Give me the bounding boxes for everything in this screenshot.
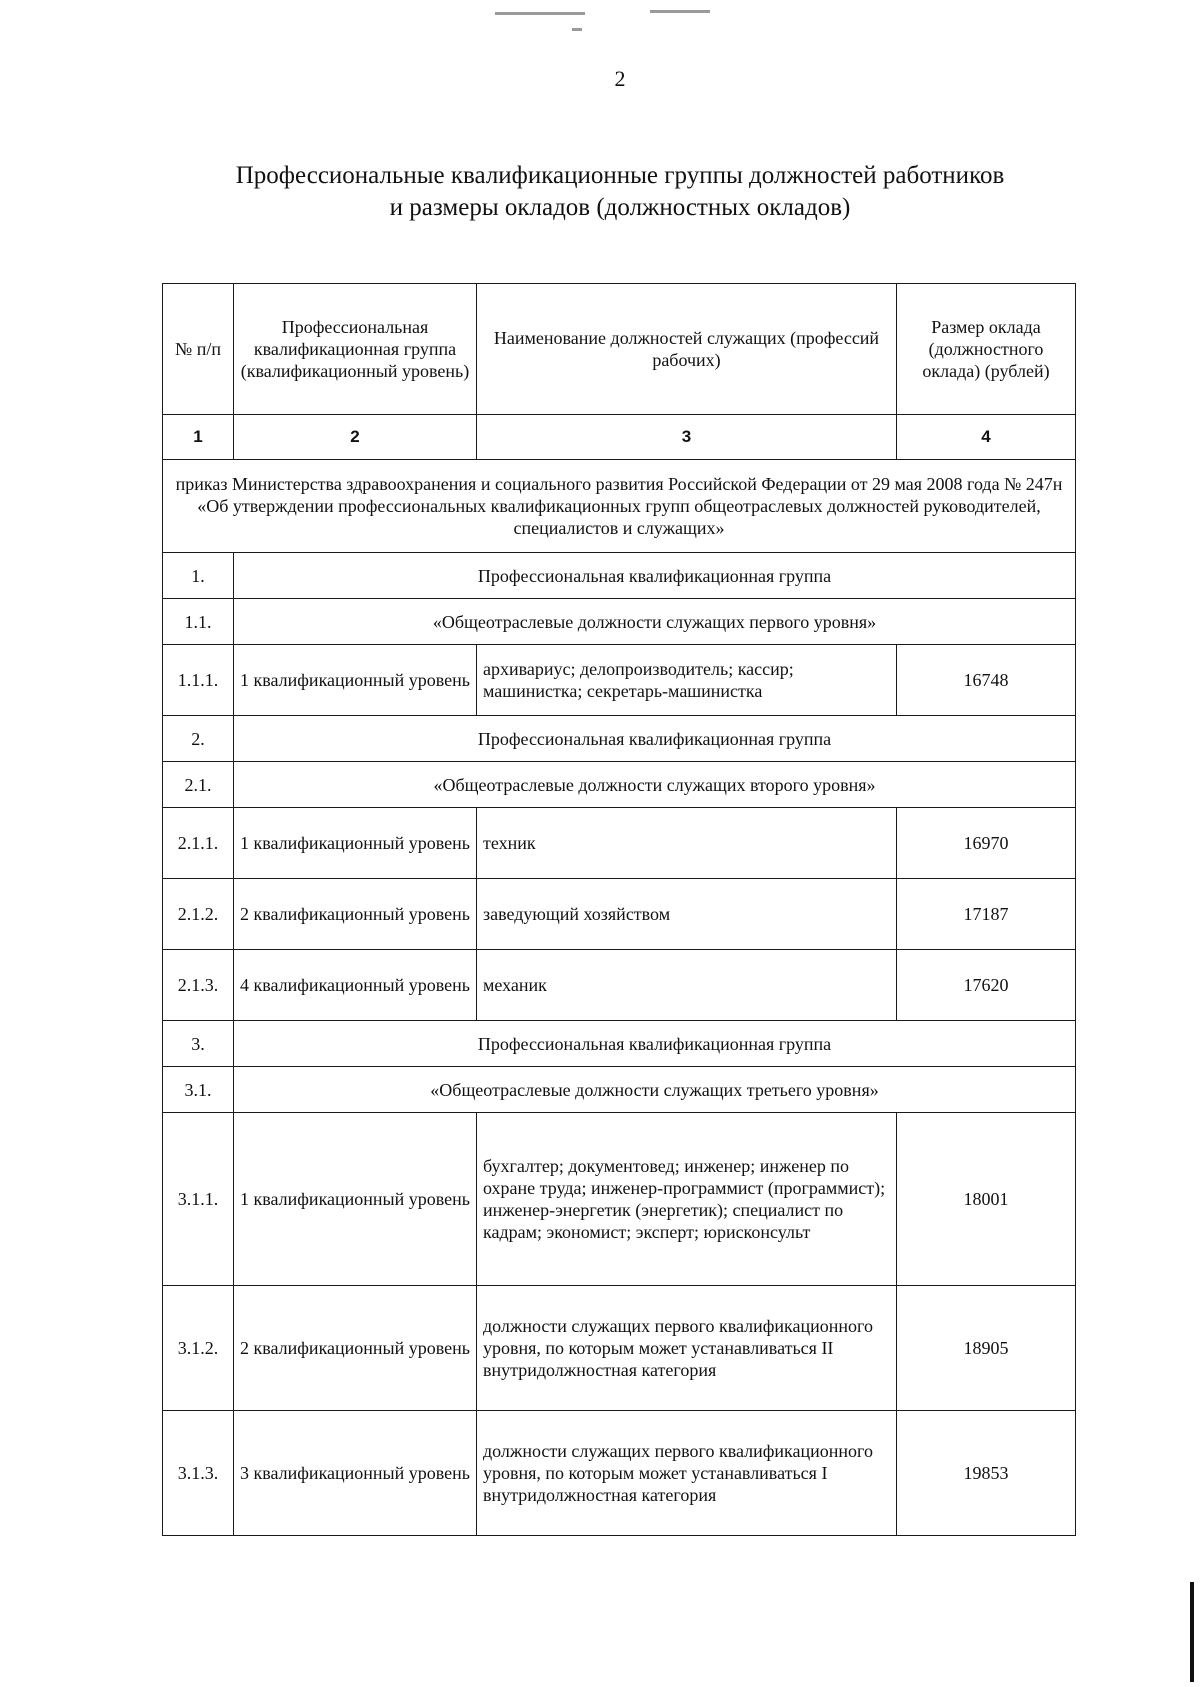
scan-artifact bbox=[495, 12, 585, 15]
order-reference: приказ Министерства здравоохранения и социального развития Российской Федерации от 29 мая 2008 года № 247н «Об утверждении профессиональных квалификационных групп общеотраслевых должностей руководителей, специалистов и служащих» bbox=[163, 460, 1076, 553]
table-row bbox=[163, 1286, 1076, 1411]
row-number: 2.1.3. bbox=[163, 950, 234, 1021]
qualification-level: 2 квалификационный уровень bbox=[234, 1286, 477, 1411]
positions-cell: механик bbox=[477, 950, 897, 1021]
header-row bbox=[163, 284, 1076, 415]
table-row bbox=[163, 879, 1076, 950]
qualification-level: 1 квалификационный уровень bbox=[234, 645, 477, 716]
positions-cell: техник bbox=[477, 808, 897, 879]
qualification-level: 1 квалификационный уровень bbox=[234, 1113, 477, 1286]
header-number: № п/п bbox=[163, 284, 234, 415]
row-number: 1.1. bbox=[163, 599, 234, 645]
qualification-level: 1 квалификационный уровень bbox=[234, 808, 477, 879]
row-number: 3.1. bbox=[163, 1067, 234, 1113]
salary-cell: 18905 bbox=[897, 1286, 1076, 1411]
salary-cell: 18001 bbox=[897, 1113, 1076, 1286]
table-row bbox=[163, 645, 1076, 716]
column-number: 1 bbox=[163, 415, 234, 460]
row-number: 3.1.3. bbox=[163, 1411, 234, 1536]
page-number: 2 bbox=[614, 66, 626, 91]
title-line-2: и размеры окладов (должностных окладов) bbox=[389, 194, 851, 221]
header-salary: Размер оклада (должностного оклада) (рублей) bbox=[897, 284, 1076, 415]
positions-cell: должности служащих первого квалификационного уровня, по которым может устанавливаться I внутридолжностная категория bbox=[477, 1411, 897, 1536]
column-number: 4 bbox=[897, 415, 1076, 460]
table-row bbox=[163, 950, 1076, 1021]
scan-artifact bbox=[650, 10, 710, 13]
group-subtitle: «Общеотраслевые должности служащих третьего уровня» bbox=[234, 1067, 1076, 1113]
salary-cell: 19853 bbox=[897, 1411, 1076, 1536]
column-number-row bbox=[163, 415, 1076, 460]
group-subtitle: «Общеотраслевые должности служащих первого уровня» bbox=[234, 599, 1076, 645]
salary-cell: 16970 bbox=[897, 808, 1076, 879]
table-row bbox=[163, 553, 1076, 599]
column-number: 2 bbox=[234, 415, 477, 460]
group-title: Профессиональная квалификационная группа bbox=[234, 553, 1076, 599]
positions-cell: бухгалтер; документовед; инженер; инженер по охране труда; инженер-программист (программист); инженер-энергетик (энергетик); специалист по кадрам; экономист; эксперт; юрисконсульт bbox=[477, 1113, 897, 1286]
row-number: 3. bbox=[163, 1021, 234, 1067]
title-line-1: Профессиональные квалификационные группы должностей работников bbox=[235, 162, 1005, 189]
table-row bbox=[163, 808, 1076, 879]
table-row bbox=[163, 1411, 1076, 1536]
group-subtitle: «Общеотраслевые должности служащих второго уровня» bbox=[234, 762, 1076, 808]
table-row bbox=[163, 1067, 1076, 1113]
document-title bbox=[150, 160, 1090, 224]
scan-edge-mark bbox=[1190, 1582, 1194, 1682]
table-row bbox=[163, 1021, 1076, 1067]
qualification-level: 3 квалификационный уровень bbox=[234, 1411, 477, 1536]
table-row bbox=[163, 599, 1076, 645]
header-positions: Наименование должностей служащих (профессий рабочих) bbox=[477, 284, 897, 415]
header-group: Профессиональная квалификационная группа (квалификационный уровень) bbox=[234, 284, 477, 415]
row-number: 3.1.2. bbox=[163, 1286, 234, 1411]
salary-cell: 17187 bbox=[897, 879, 1076, 950]
row-number: 3.1.1. bbox=[163, 1113, 234, 1286]
group-title: Профессиональная квалификационная группа bbox=[234, 716, 1076, 762]
table-row bbox=[163, 762, 1076, 808]
column-number: 3 bbox=[477, 415, 897, 460]
row-number: 2.1. bbox=[163, 762, 234, 808]
table-row bbox=[163, 716, 1076, 762]
order-reference-row bbox=[163, 460, 1076, 553]
row-number: 1.1.1. bbox=[163, 645, 234, 716]
salary-cell: 16748 bbox=[897, 645, 1076, 716]
qualification-level: 2 квалификационный уровень bbox=[234, 879, 477, 950]
table-row bbox=[163, 1113, 1076, 1286]
row-number: 2. bbox=[163, 716, 234, 762]
group-title: Профессиональная квалификационная группа bbox=[234, 1021, 1076, 1067]
row-number: 2.1.1. bbox=[163, 808, 234, 879]
positions-cell: заведующий хозяйством bbox=[477, 879, 897, 950]
salary-table bbox=[162, 283, 1076, 1536]
qualification-level: 4 квалификационный уровень bbox=[234, 950, 477, 1021]
row-number: 1. bbox=[163, 553, 234, 599]
positions-cell: архивариус; делопроизводитель; кассир; машинистка; секретарь-машинистка bbox=[477, 645, 897, 716]
row-number: 2.1.2. bbox=[163, 879, 234, 950]
scan-artifact bbox=[572, 28, 582, 31]
positions-cell: должности служащих первого квалификационного уровня, по которым может устанавливаться II внутридолжностная категория bbox=[477, 1286, 897, 1411]
salary-cell: 17620 bbox=[897, 950, 1076, 1021]
